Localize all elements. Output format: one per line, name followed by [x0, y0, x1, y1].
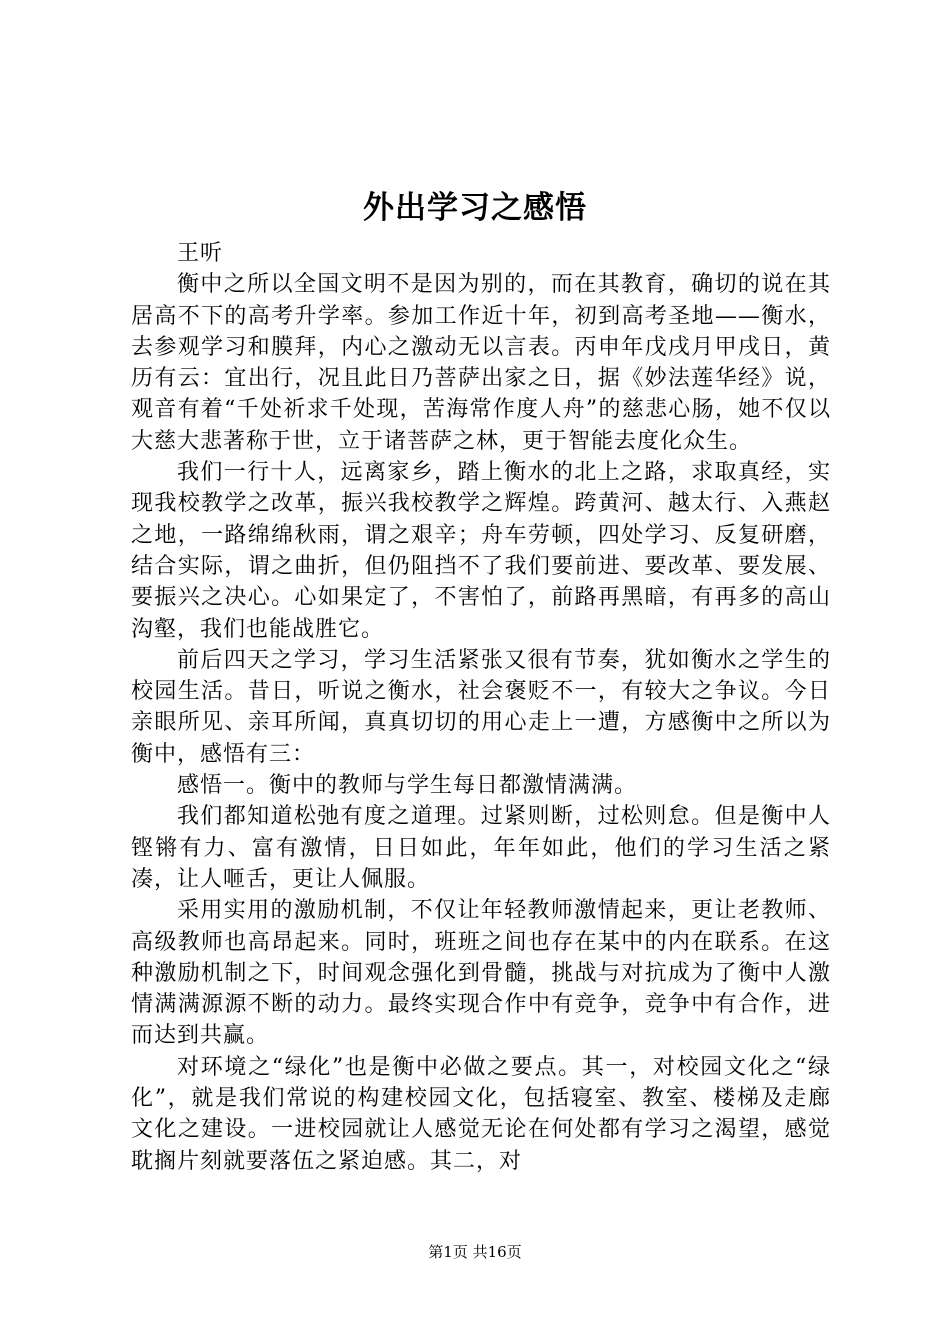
- paragraph: 我们一行十人，远离家乡，踏上衡水的北上之路，求取真经，实现我校教学之改革，振兴我校教学之辉煌。跨黄河、越太行、入燕赵之地，一路绵绵秋雨，谓之艰辛；舟车劳顿，四处学习、反复研磨，结合实际，谓之曲折，但仍阻挡不了我们要前进、要改革、要发展、要振兴之决心。心如果定了，不害怕了，前路再黑暗，有再多的高山沟壑，我们也能战胜它。: [131, 460, 831, 642]
- author-line: 王听: [177, 241, 224, 266]
- paragraph: 前后四天之学习，学习生活紧张又很有节奏，犹如衡水之学生的校园生活。昔日，听说之衡水，社会褒贬不一，有较大之争议。今日亲眼所见、亲耳所闻，真真切切的用心走上一遭，方感衡中之所以为衡中，感悟有三：: [131, 647, 831, 767]
- page-number-footer: 第1页 共16页: [428, 1243, 522, 1261]
- document-body: [131, 238, 831, 1177]
- document-title: 外出学习之感悟: [363, 190, 587, 226]
- paragraph: 采用实用的激励机制，不仅让年轻教师激情起来，更让老教师、高级教师也高昂起来。同时，班班之间也存在某中的内在联系。在这种激励机制之下，时间观念强化到骨髓，挑战与对抗成为了衡中人激情满满源源不断的动力。最终实现合作中有竞争，竞争中有合作，进而达到共赢。: [131, 898, 831, 1049]
- paragraph: 我们都知道松弛有度之道理。过紧则断，过松则怠。但是衡中人铿锵有力、富有激情，日日如此，年年如此，他们的学习生活之紧凑，让人咂舌，更让人佩服。: [131, 804, 831, 892]
- paragraph: 对环境之“绿化”也是衡中必做之要点。其一，对校园文化之“绿化”，就是我们常说的构建校园文化，包括寝室、教室、楼梯及走廊文化之建设。一进校园就让人感觉无论在何处都有学习之渴望，感觉耽搁片刻就要落伍之紧迫感。其二，对: [131, 1054, 831, 1174]
- section-heading: 感悟一。衡中的教师与学生每日都激情满满。: [177, 773, 638, 799]
- paragraph: 衡中之所以全国文明不是因为别的，而在其教育，确切的说在其居高不下的高考升学率。参加工作近十年，初到高考圣地——衡水，去参观学习和膜拜，内心之激动无以言表。丙申年戊戌月甲戌日，黄历有云：宜出行，况且此日乃菩萨出家之日，据《妙法莲华经》说，观音有着“千处祈求千处现，苦海常作度人舟”的慈悲心肠，她不仅以大慈大悲著称于世，立于诸菩萨之林，更于智能去度化众生。: [131, 272, 831, 454]
